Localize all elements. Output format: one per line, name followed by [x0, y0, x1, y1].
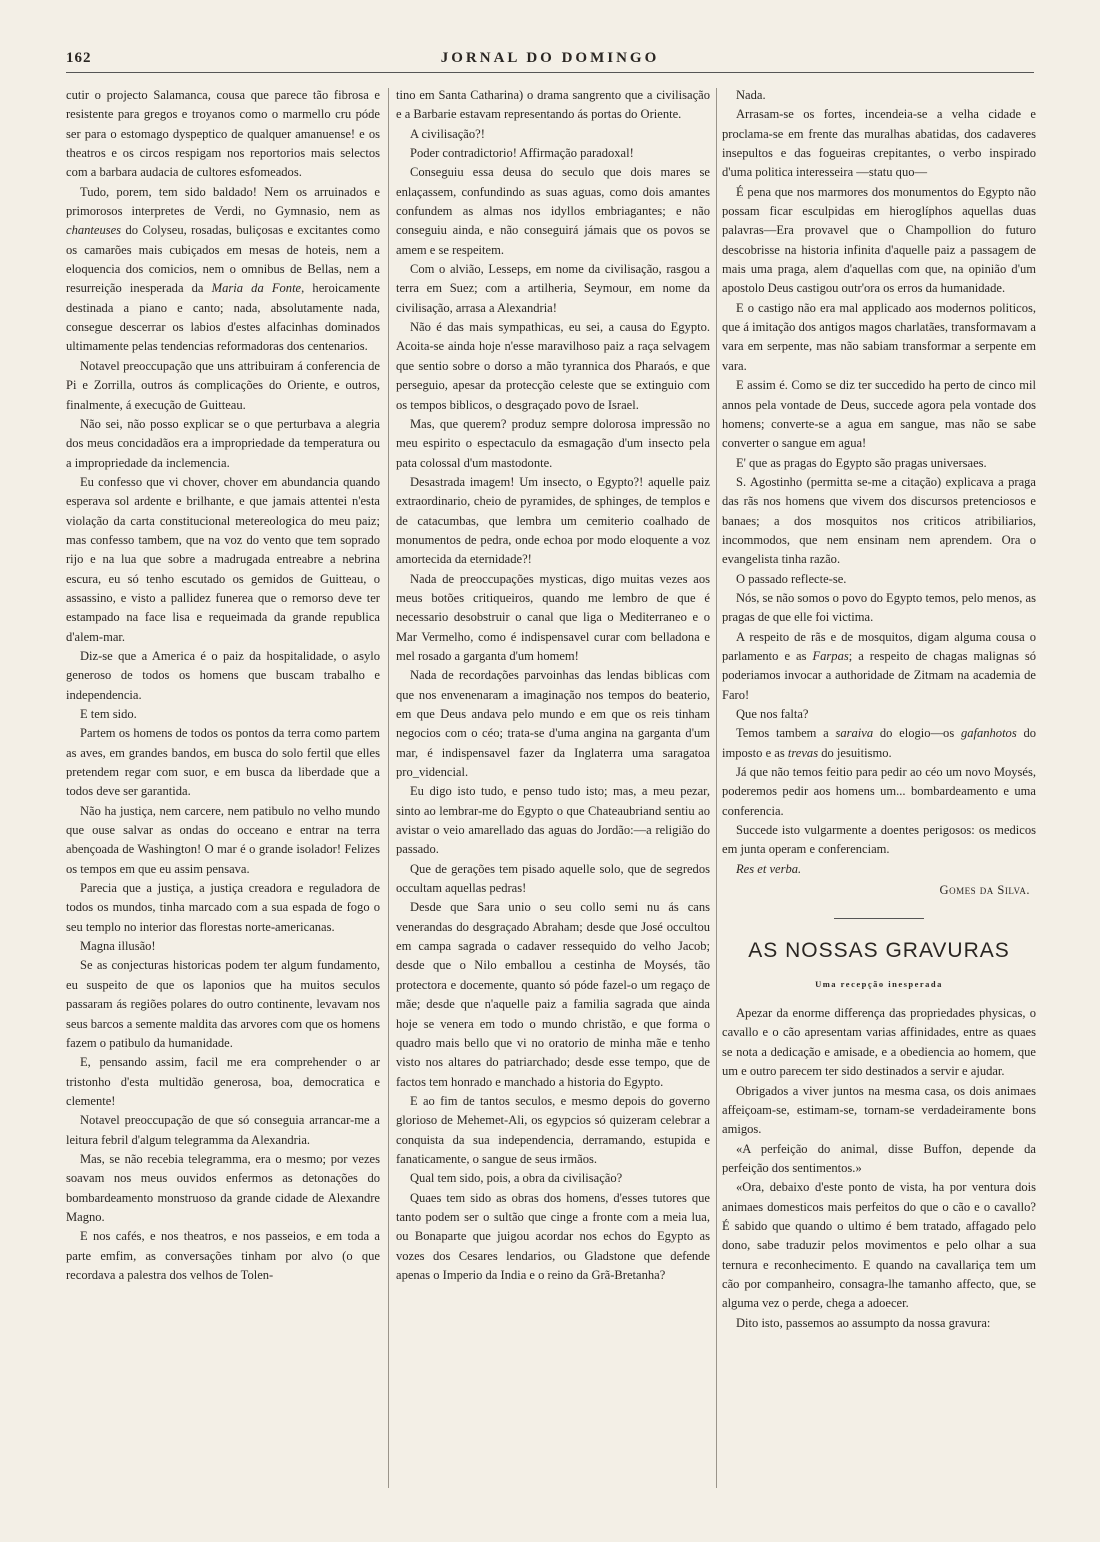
- text-run: Já que não temos feitio para pedir ao céo um novo Moysés, poderemos pedir aos homens um... bombardeamento e uma conferencia.: [722, 765, 1036, 818]
- text-run: Nada de preoccupações mysticas, digo muitas vezes aos meus botões critiqueiros, quando me lembro de que é necessario desobstruir o canal que liga o Mediterraneo e o Mar Vermelho, como é indispensavel curar com belladona e mel rosado a garganta d'um homem!: [396, 571, 710, 663]
- text-run: A respeito de rãs e de mosquitos, digam alguma cousa o parlamento e as: [722, 629, 1036, 663]
- text-run: O passado reflecte-se.: [736, 571, 847, 586]
- paragraph: [66, 357, 380, 415]
- italic-text: Farpas: [812, 648, 849, 663]
- paragraph: [722, 1082, 1036, 1140]
- italic-text: gafanhotos: [960, 726, 1017, 741]
- text-run: Partem os homens de todos os pontos da terra como partem as aves, em grandes bandos, em busca do solo fertil que elles pretendem regar com suor, e em busca da liberdade que a todos deve ser garantida.: [66, 726, 380, 799]
- paragraph: [722, 589, 1036, 628]
- text-run: Não sei, não posso explicar se o que perturbava a alegria dos meus concidadãos era a impropriedade da temperatura ou a impropriedade da inclemencia.: [66, 416, 380, 470]
- text-run: E' que as pragas do Egypto são pragas universaes.: [736, 455, 987, 470]
- paragraph: [66, 705, 380, 724]
- paragraph: [722, 473, 1036, 570]
- text-run: Nós, se não somos o povo do Egypto temos, pelo menos, as pragas de que elle foi victima.: [722, 590, 1036, 625]
- paragraph: [396, 86, 710, 125]
- paragraph: [66, 802, 380, 879]
- paragraph: [396, 666, 710, 782]
- paragraph: [66, 1150, 380, 1227]
- text-run: Succede isto vulgarmente a doentes perigosos: os medicos em junta operam e conferenciam.: [722, 823, 1036, 857]
- text-run: Quaes tem sido as obras dos homens, d'esses tutores que tanto podem ser o sultão que cinge a fronte com a meia lua, ou Bonaparte que juigou acordar nos echos do Egypto as vozes dos Cesares lendarios, ou Gladstone que defende apenas o Imperio da India e o reino da Grã-Bretanha?: [396, 1190, 710, 1282]
- text-run: Notavel preoccupação que uns attribuiram á conferencia de Pi e Zorrilla, outros ás complicações do Oriente, e outros, finalmente, á execução de Guitteau.: [66, 358, 380, 412]
- text-run: Com o alvião, Lesseps, em nome da civilisação, rasgou a terra em Suez; com a artilheria, Seymour, em nome da civilisação, arrasa a Alexandria!: [396, 262, 710, 315]
- paragraph: [722, 763, 1036, 821]
- text-run: Desde que Sara unio o seu collo semi nu ás cans venerandas do desgraçado Abraham; desde que José occultou em campa sagrada o cadaver ressequido do velho Jacob; desde que o Nilo emballou a cestinha de Moysés, tão protectora e docemente, quanto só póde fazel-o um regaço de mãe; desde que n'aquelle paiz a familia sagrada que ainda hoje se venera em todo o mundo christão, e que forma o quadro mais bello que vi no oratorio de minha mãe e tenho visto nos altares do patriarchado; desde esse tempo, que de factos tem honrado e manchado a historia do Egypto.: [396, 900, 710, 1089]
- paragraph: [722, 705, 1036, 724]
- text-run: Arrasam-se os fortes, incendeia-se a velha cidade e proclama-se em frente das muralhas abatidas, dos cadaveres insepultos e das fogueiras crepitantes, o verbo inspirado d'uma politica interesseira —statu quo—: [722, 107, 1036, 180]
- paragraph: [66, 956, 380, 1053]
- italic-text: Res et verba.: [736, 861, 802, 876]
- text-run: «Ora, debaixo d'este ponto de vista, ha por ventura dois animaes domesticos mais perfeitos do que o cão e o cavallo? É sabido que quando o ultimo é bem tratado, affagado pelo dono, sabe traduzir pelos movimentos e pelo olhar a sua ternura e reconhecimento. E quando na cavallariça tem um cão por companheiro, consagra-lhe tamanho affecto, que, se alguma vez o perde, chega a adoecer.: [722, 1180, 1036, 1311]
- text-run: Nada.: [736, 88, 766, 102]
- text-run: cutir o projecto Salamanca, cousa que parece tão fibrosa e resistente para gregos e troyanos como o marmello cru póde ser para o estomago dyspeptico de qualquer amanuense! e os theatros e os circos respigam nos reportorios mais selectos com a barbara audacia de cultores esfomeados.: [66, 88, 380, 180]
- text-run: A civilisação?!: [410, 126, 485, 141]
- paragraph: [722, 570, 1036, 589]
- text-run: Nada de recordações parvoinhas das lendas biblicas com que nos envenenaram a imaginação nos tempos do beaterio, em que Deus andava pelo mundo e em que os reis tinham negocios com o céo; trata-se d'uma angina na garganta d'um mar, é indispensavel fazer da Inglaterra uma saragatoa pro_videncial.: [396, 668, 710, 780]
- gravuras-article: [722, 1004, 1036, 1333]
- text-run: Eu confesso que vi chover, chover em abundancia quando esperava sol ardente e brilhante, e que jamais attentei n'esta violação da carta constitucional metereologica do meu paiz; mas confesso tambem, que na voz do vento que tem soprado rijo e na lua que sobre a madrugada entreabre a nebrina escura, eu só tenho escutado os gemidos de Guitteau, o assassino, e visto a pallidez funerea que o remorso deve ter estampado na face lisa e requeimada da grande republica d'alem-mar.: [66, 474, 380, 644]
- journal-title: JORNAL DO DOMINGO: [440, 50, 660, 66]
- text-run: E tem sido.: [80, 707, 137, 721]
- page-number: 162: [66, 50, 92, 66]
- section-subtitle: Uma recepção inesperada: [815, 978, 943, 989]
- italic-text: chanteuses: [66, 223, 122, 238]
- text-run: Dito isto, passemos ao assumpto da nossa gravura:: [736, 1315, 991, 1330]
- author-signature: Gomes da Silva.: [939, 883, 1030, 898]
- text-run: ; a respeito de chagas malignas só poderiamos invocar a authoridade de Zitmam na academia de Faro!: [722, 648, 1036, 702]
- paragraph: [66, 415, 380, 473]
- text-run: do Colyseu, rosadas, buliçosas e excitantes como os camarões mais cubiçados em mesas de hoteis, nem a eloquencia dos comicios, nem o omnibus de Bellas, nem a resurreição inesperada da: [66, 223, 380, 296]
- header-rule: [66, 72, 1034, 73]
- page-header: [66, 50, 1034, 72]
- text-run: «A perfeição do animal, disse Buffon, depende da perfeição dos sentimentos.»: [722, 1141, 1036, 1175]
- italic-text: saraiva: [835, 726, 874, 741]
- paragraph: [396, 473, 710, 570]
- paragraph: [722, 376, 1036, 453]
- paragraph: [722, 628, 1036, 705]
- paragraph: [722, 1140, 1036, 1179]
- text-run: Mas, se não recebia telegramma, era o mesmo; por vezes soavam nos meus ouvidos enfermos as detonações do bombardeamento monstruoso da grande cidade de Alexandre Magno.: [66, 1151, 380, 1224]
- text-run: Que nos falta?: [736, 707, 809, 721]
- text-run: Que de gerações tem pisado aquelle solo, que de segredos occultam aquellas pedras!: [396, 861, 710, 896]
- paragraph: [66, 879, 380, 937]
- paragraph: [66, 1227, 380, 1285]
- column-divider: [716, 88, 717, 1488]
- paragraph: [722, 105, 1036, 182]
- paragraph: [396, 1092, 710, 1169]
- text-run: Tudo, porem, tem sido baldado! Nem os arruinados e primorosos interpretes de Verdi, no Gymnasio, nem as: [66, 184, 380, 219]
- paragraph: [396, 860, 710, 899]
- paragraph: [396, 125, 710, 144]
- paragraph: [722, 86, 1036, 105]
- paragraph: [66, 1111, 380, 1150]
- paragraph: [396, 318, 710, 415]
- italic-text: trevas: [787, 745, 819, 760]
- paragraph: [722, 724, 1036, 763]
- text-run: Não é das mais sympathicas, eu sei, a causa do Egypto. Acoita-se ainda hoje n'esse maravilhoso paiz a raça selvagem que sentio sobre o dorso a mão tyrannica dos Pharaós, e que perseguio, apesar da protecção celeste que se extinguio com os tempos biblicos, o desgraçado povo de Israel.: [396, 320, 710, 412]
- paragraph: [66, 647, 380, 705]
- text-run: Notavel preoccupação de que só conseguia arrancar-me a leitura febril d'algum telegramma da Alexandria.: [66, 1113, 380, 1147]
- text-run: Eu digo isto tudo, e penso tudo isto; mas, a meu pezar, sinto ao lembrar-me do Egypto o que Chateaubriand sentiu ao avistar o veio amarellado das aguas do Jordão:—a religião do passado.: [396, 784, 710, 857]
- paragraph: [66, 937, 380, 956]
- text-run: Desastrada imagem! Um insecto, o Egypto?! aquelle paiz extraordinario, cheio de pyramides, de sphinges, de templos e de catacumbas, que lembra um cemiterio coalhado de monumentos de pedra, onde echoa por modo eloquente a voz amortecida da eternidade?!: [396, 474, 710, 567]
- article-conclusion: [722, 86, 1036, 879]
- paragraph: [396, 163, 710, 260]
- paragraph: [722, 860, 1036, 879]
- text-run: do elogio—os: [873, 726, 961, 741]
- paragraph: [722, 1178, 1036, 1313]
- paragraph: [66, 724, 380, 801]
- text-run: É pena que nos marmores dos monumentos do Egypto não possam ficar esculpidas em hieroglíphos aquellas duas palavras—Era provavel que o Champollion do futuro descobrisse na historia infinita d'aquelle paiz a passagem de mais uma praga, alem d'aquellas com que, na opinião d'um apostolo Deus castigou outr'ora os erros da humanidade.: [722, 184, 1036, 296]
- text-run: do imposto e as: [722, 726, 1036, 760]
- column-divider: [388, 88, 389, 1488]
- paragraph: [396, 782, 710, 859]
- text-run: E o castigo não era mal applicado aos modernos politicos, que á imitação dos antigos magos charlatães, transformavam a vara em serpente, mas não sabiam transformar a serpente em vara.: [722, 300, 1036, 373]
- paragraph: [396, 898, 710, 1091]
- paragraph: [66, 473, 380, 647]
- article-column-2: [396, 86, 710, 1496]
- paragraph: [722, 821, 1036, 860]
- paragraph: [722, 1004, 1036, 1081]
- paragraph: [722, 299, 1036, 376]
- paragraph: [66, 183, 380, 357]
- text-run: do jesuitismo.: [818, 745, 892, 760]
- text-run: E nos cafés, e nos theatros, e nos passeios, e em toda a parte emfim, as conversações tinham por alvo (o que recordava a palestra dos velhos de Tolen-: [66, 1229, 380, 1282]
- paragraph: [396, 415, 710, 473]
- text-run: E assim é. Como se diz ter succedido ha perto de cinco mil annos pela vontade de Deus, succede agora pela vontade dos homens; converte-se a agua em sangue, mas não se sabe converter o sangue em agua!: [722, 378, 1036, 451]
- paragraph: [722, 454, 1036, 473]
- text-run: E ao fim de tantos seculos, e mesmo depois do governo glorioso de Mehemet-Ali, os egypcios só quizeram celebrar a conquista da sua independencia, derramando, estupida e fanaticamente, o sangue de seus irmãos.: [396, 1093, 710, 1166]
- paragraph: [396, 144, 710, 163]
- text-run: Se as conjecturas historicas podem ter algum fundamento, eu suspeito de que os laponios que ha muitos seculos passaram ás regiões polares do outro continente, levavam nos seus barcos a semente maldita das arvores com que os homens fazem o patibulo da humanidade.: [66, 958, 380, 1050]
- article-column-3: [722, 86, 1036, 1496]
- paragraph: [396, 260, 710, 318]
- article-column-1: [66, 86, 380, 1496]
- text-run: S. Agostinho (permitta se-me a citação) explicava a praga das rãs nos homens que vivem dos discursos pretenciosos e banaes; a dos mosquitos nos criticos atribiliarios, incommodos, que nem ensinam nem aprendem. Ora o evangelista tinha razão.: [722, 474, 1036, 567]
- text-run: Obrigados a viver juntos na mesma casa, os dois animaes affeiçoam-se, estimam-se, tornam-se verdadeiramente bons amigos.: [722, 1083, 1036, 1137]
- paragraph: [396, 1189, 710, 1286]
- paragraph: [66, 86, 380, 183]
- section-divider: [834, 918, 924, 919]
- paragraph: [66, 1053, 380, 1111]
- text-run: Parecia que a justiça, a justiça creadora e reguladora de todos os mundos, tinha marcado com a sua espada de fogo o seu templo no interior das florestas norte-americanas.: [66, 881, 380, 934]
- text-run: Magna illusão!: [80, 939, 156, 954]
- text-run: E, pensando assim, facil me era comprehender o ar tristonho d'esta multidão generosa, boa, democratica e clemente!: [66, 1055, 380, 1108]
- text-run: , heroicamente destinada a piano e canto; nada, absolutamente nada, consegue descerrar os labios d'estes alfacinhas dominados ultimamente pelas tendencias reformadoras dos centenarios.: [66, 281, 380, 354]
- text-run: Temos tambem a: [736, 726, 836, 741]
- paragraph: [396, 1169, 710, 1188]
- text-run: Qual tem sido, pois, a obra da civilisação?: [410, 1171, 623, 1186]
- text-run: Conseguiu essa deusa do seculo que dois mares se enlaçassem, confundindo as suas aguas, como dois amantes confundem as almas nos idyllos embriagantes; e não conseguiu ainda, e não conseguirá jámais que os povos se amem e se respeitem.: [396, 165, 710, 257]
- text-run: Mas, que querem? produz sempre dolorosa impressão no meu espirito o espectaculo da esmagação d'um insecto pela pata colossal d'um mastodonte.: [396, 416, 710, 470]
- paragraph: [722, 183, 1036, 299]
- text-run: tino em Santa Catharina) o drama sangrento que a civilisação e a Barbarie estavam representando ás portas do Oriente.: [396, 88, 710, 122]
- paragraph: [396, 570, 710, 667]
- text-run: Não ha justiça, nem carcere, nem patibulo no velho mundo que ouse salvar as ondas do occeano e entrar na terra abençoada de Washington! O mar é o grande isolador! Felizes os tempos em que eu assim pensava.: [66, 803, 380, 876]
- text-run: Apezar da enorme differença das propriedades physicas, o cavallo e o cão apresentam varias affinidades, entre as quaes se nota a dedicação e amisade, e a obediencia ao homem, que um e outro parecem ter sido destinados a servir e ajudar.: [722, 1006, 1036, 1079]
- italic-text: Maria da Fonte: [211, 281, 302, 296]
- section-title: AS NOSSAS GRAVURAS: [748, 939, 1010, 963]
- text-run: Poder contradictorio! Affirmação paradoxal!: [410, 146, 634, 161]
- text-run: Diz-se que a America é o paiz da hospitalidade, o asylo generoso de todos os homens que buscam trabalho e independencia.: [66, 648, 380, 702]
- paragraph: [722, 1314, 1036, 1333]
